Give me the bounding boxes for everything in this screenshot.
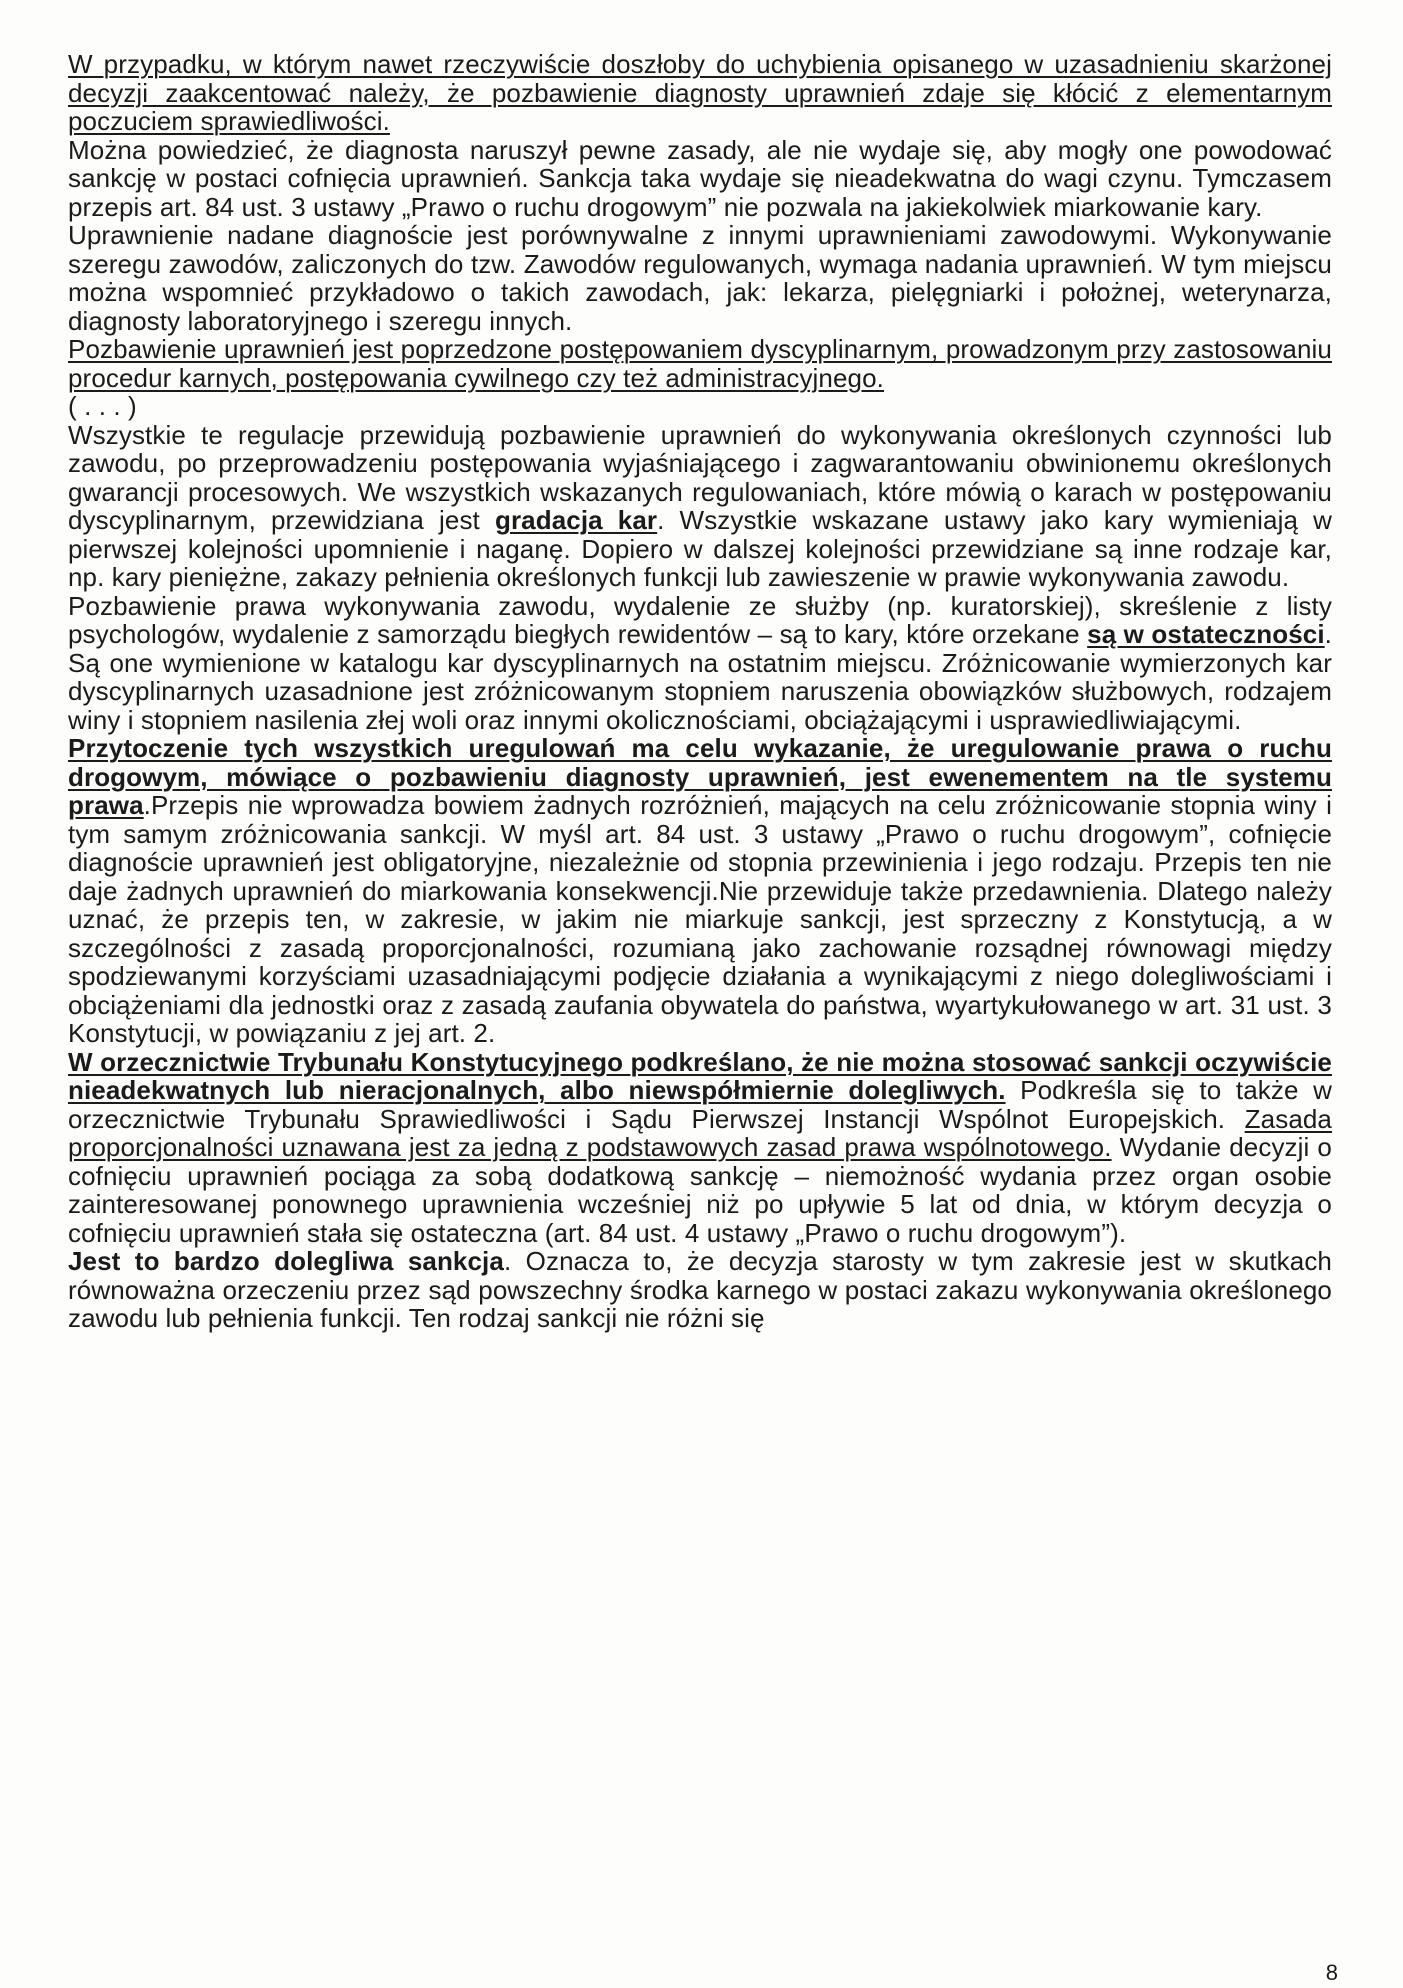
underlined-text: W przypadku, w którym nawet rzeczywiście doszłoby do uchybienia opisanego w uzasadnieniu skarżonej decyzji zaakcentować należy, że pozbawienie diagnosty uprawnień zdaje się kłócić z elementarnym poczuciem sprawiedliwości. (68, 49, 1332, 136)
paragraph-text: Podkreśla się to także w orzecznictwie Trybunału Sprawiedliwości i Sądu Pierwszej Instancji Wspólnot Europejskich. (68, 1075, 1332, 1134)
paragraph-text: . Są one wymienione w katalogu kar dyscyplinarnych na ostatnim miejscu. Zróżnicowanie wymierzonych kar dyscyplinarnych uzasadnione jest zróżnicowanym stopniem naruszenia obowiązków służbowych, rodzajem winy i stopniem nasilenia złej woli oraz innymi okolicznościami, obciążającymi i usprawiedliwiającymi. (68, 619, 1332, 735)
underlined-text: Pozbawienie uprawnień jest poprzedzone postępowaniem dyscyplinarnym, prowadzonym przy zastosowaniu procedur karnych, postępowania cywilnego czy też administracyjnego. (68, 334, 1332, 393)
paragraph-10 (68, 1247, 1332, 1333)
paragraph-text: . Oznacza to, że decyzja starosty w tym zakresie jest w skutkach równoważna orzeczeniu przez sąd powszechny środka karnego w postaci zakazu wykonywania określonego zawodu lub pełnienia funkcji. Ten rodzaj sankcji nie różni się (68, 1246, 1332, 1333)
paragraph-3 (68, 221, 1332, 335)
paragraph-1 (68, 50, 1332, 136)
emphasized-text: są w ostateczności (1087, 619, 1325, 649)
paragraph-text: Wydanie decyzji o cofnięciu uprawnień pociąga za sobą dodatkową sankcję – niemożność wydania przez organ osobie zainteresowanej ponownego uprawnienia wcześniej niż po upływie 5 lat od dnia, w którym decyzja o cofnięciu uprawnień stała się ostateczna (art. 84 ust. 4 ustawy „Prawo o ruchu drogowym”). (68, 1132, 1332, 1248)
paragraph-text: Wszystkie te regulacje przewidują pozbawienie uprawnień do wykonywania określonych czynności lub zawodu, po przeprowadzeniu postępowania wyjaśniającego i zagwarantowaniu obwinionemu określonych gwarancji procesowych. We wszystkich wskazanych regulowaniach, które mówią o karach w postępowaniu dyscyplinarnym, przewidziana jest (68, 419, 1332, 535)
paragraph-9 (68, 1048, 1332, 1248)
emphasized-text: Przytoczenie tych wszystkich uregulowań ma celu wykazanie, że uregulowanie prawa o ruchu drogowym, mówiące o pozbawieniu diagnosty uprawnień, jest ewenementem na tle systemu prawa (68, 733, 1332, 820)
emphasized-text: W orzecznictwie Trybunału Konstytucyjnego podkreślano, że nie można stosować sankcji oczywiście nieadekwatnych lub nieracjonalnych, albo niewspółmiernie dolegliwych. (68, 1046, 1332, 1105)
bold-text: Jest to bardzo dolegliwa sankcja (68, 1246, 504, 1276)
paragraph-7 (68, 592, 1332, 735)
paragraph-8 (68, 734, 1332, 1048)
emphasized-text: gradacja kar (494, 505, 658, 535)
paragraph-text: Uprawnienie nadane diagnoście jest porównywalne z innymi uprawnieniami zawodowymi. Wykonywanie szeregu zawodów, zaliczonych do tzw. Zawodów regulowanych, wymaga nadania uprawnień. W tym miejscu można wspomnieć przykładowo o takich zawodach, jak: lekarza, pielęgniarki i położnej, weterynarza, diagnosty laboratoryjnego i szeregu innych. (68, 220, 1332, 336)
paragraph-text: Pozbawienie prawa wykonywania zawodu, wydalenie ze służby (np. kuratorskiej), skreślenie z listy psychologów, wydalenie z samorządu biegłych rewidentów – są to kary, które orzekane (68, 590, 1332, 649)
paragraph-text: .Przepis nie wprowadza bowiem żadnych rozróżnień, mających na celu zróżnicowanie stopnia winy i tym samym zróżnicowania sankcji. W myśl art. 84 ust. 3 ustawy „Prawo o ruchu drogowym”, cofnięcie diagnoście uprawnień jest obligatoryjne, niezależnie od stopnia przewinienia i jego rodzaju. Przepis ten nie daje żadnych uprawnień do miarkowania konsekwencji.Nie przewiduje także przedawnienia. Dlatego należy uznać, że przepis ten, w zakresie, w jakim nie miarkuje sankcji, jest sprzeczny z Konstytucją, a w szczególności z zasadą proporcjonalności, rozumianą jako zachowanie rozsądnej równowagi między spodziewanymi korzyściami uzasadniającymi podjęcie działania a wynikającymi z niego dolegliwościami i obciążeniami dla jednostki oraz z zasadą zaufania obywatela do państwa, wyartykułowanego w art. 31 ust. 3 Konstytucji, w powiązaniu z jej art. 2. (68, 790, 1332, 1048)
paragraph-5-ellipsis (68, 392, 1332, 421)
underlined-text: Zasada proporcjonalności uznawana jest za jedną z podstawowych zasad prawa wspólnotowego. (68, 1103, 1332, 1162)
paragraph-4 (68, 335, 1332, 392)
omission-mark: ( . . . ) (68, 391, 137, 421)
document-body (68, 50, 1332, 1333)
paragraph-6 (68, 421, 1332, 592)
paragraph-2 (68, 136, 1332, 222)
page-number: 8 (1325, 1960, 1338, 1985)
paragraph-text: . Wszystkie wskazane ustawy jako kary wymieniają w pierwszej kolejności upomnienie i naganę. Dopiero w dalszej kolejności przewidziane są inne rodzaje kar, np. kary pieniężne, zakazy pełnienia określonych funkcji lub zawieszenie w prawie wykonywania zawodu. (68, 505, 1332, 592)
paragraph-text: Można powiedzieć, że diagnosta naruszył pewne zasady, ale nie wydaje się, aby mogły one powodować sankcję w postaci cofnięcia uprawnień. Sankcja taka wydaje się nieadekwatna do wagi czynu. Tymczasem przepis art. 84 ust. 3 ustawy „Prawo o ruchu drogowym” nie pozwala na jakiekolwiek miarkowanie kary. (68, 134, 1332, 222)
